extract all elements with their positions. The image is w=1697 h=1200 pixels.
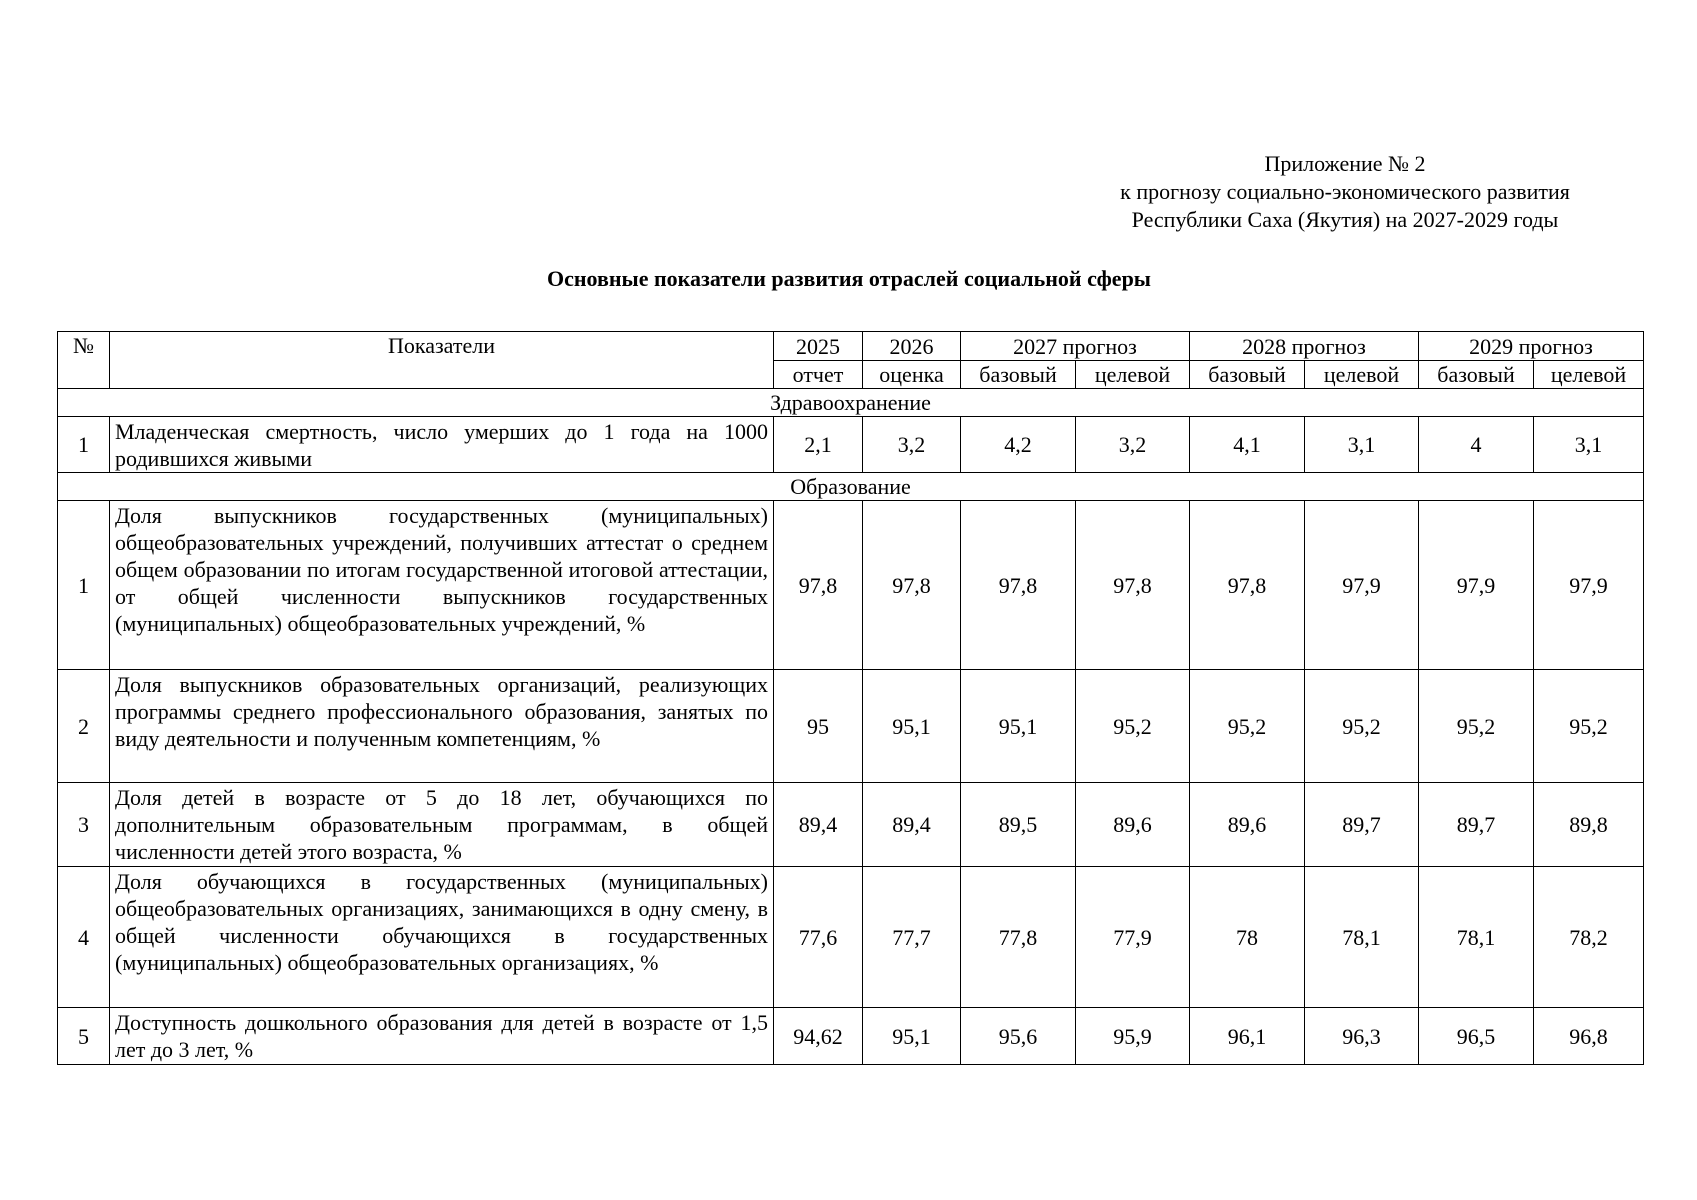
indicator-text: Доля обучающихся в государственных (муниципальных) общеобразовательных организациях, занимающихся в одну смену, в общей численности обучающихся в государственных (муниципальных) общеобразовательных организациях, %	[110, 867, 774, 1008]
value-cell: 89,6	[1076, 783, 1190, 867]
value-cell: 95,9	[1076, 1008, 1190, 1065]
value-cell: 95,1	[961, 670, 1076, 783]
value-cell: 78	[1190, 867, 1305, 1008]
value-cell: 3,1	[1534, 417, 1644, 473]
value-cell: 95,2	[1534, 670, 1644, 783]
value-cell: 96,8	[1534, 1008, 1644, 1065]
header-year-2026: 2026	[863, 332, 961, 361]
row-number: 5	[58, 1008, 110, 1065]
table-row	[58, 1008, 1644, 1065]
row-number: 2	[58, 670, 110, 783]
header-year-2027: 2027 прогноз	[961, 332, 1190, 361]
row-number: 3	[58, 783, 110, 867]
value-cell: 97,9	[1419, 501, 1534, 670]
header-2026-estimate: оценка	[863, 361, 961, 389]
header-year-2028: 2028 прогноз	[1190, 332, 1419, 361]
section-title: Образование	[58, 473, 1644, 501]
value-cell: 89,8	[1534, 783, 1644, 867]
header-2029-base: базовый	[1419, 361, 1534, 389]
value-cell: 95,6	[961, 1008, 1076, 1065]
value-cell: 3,2	[1076, 417, 1190, 473]
value-cell: 3,1	[1305, 417, 1419, 473]
value-cell: 95,2	[1190, 670, 1305, 783]
value-cell: 77,8	[961, 867, 1076, 1008]
value-cell: 78,2	[1534, 867, 1644, 1008]
value-cell: 97,8	[1076, 501, 1190, 670]
value-cell: 95,2	[1419, 670, 1534, 783]
value-cell: 97,9	[1305, 501, 1419, 670]
value-cell: 97,8	[863, 501, 961, 670]
header-year-2029: 2029 прогноз	[1419, 332, 1644, 361]
header-2028-base: базовый	[1190, 361, 1305, 389]
document-title: Основные показатели развития отраслей социальной сферы	[547, 266, 1151, 291]
value-cell: 4,2	[961, 417, 1076, 473]
value-cell: 95,1	[863, 1008, 961, 1065]
value-cell: 4	[1419, 417, 1534, 473]
indicator-text: Доля выпускников образовательных организаций, реализующих программы среднего профессионального образования, занятых по виду деятельности и полученным компетенциям, %	[110, 670, 774, 783]
table-row	[58, 417, 1644, 473]
header-2029-target: целевой	[1534, 361, 1644, 389]
value-cell: 97,9	[1534, 501, 1644, 670]
table-row	[58, 867, 1644, 1008]
header-2027-target: целевой	[1076, 361, 1190, 389]
value-cell: 89,4	[774, 783, 863, 867]
indicators-table	[57, 331, 1644, 1065]
header-row-1	[58, 332, 1644, 361]
row-number: 1	[58, 417, 110, 473]
appendix-block	[1000, 150, 1690, 234]
value-cell: 94,62	[774, 1008, 863, 1065]
value-cell: 89,6	[1190, 783, 1305, 867]
value-cell: 95,1	[863, 670, 961, 783]
value-cell: 95,2	[1076, 670, 1190, 783]
value-cell: 78,1	[1305, 867, 1419, 1008]
value-cell: 89,4	[863, 783, 961, 867]
indicator-text: Доля детей в возрасте от 5 до 18 лет, обучающихся по дополнительным образовательным программам, в общей численности детей этого возраста, %	[110, 783, 774, 867]
row-number: 1	[58, 501, 110, 670]
value-cell: 97,8	[961, 501, 1076, 670]
value-cell: 95	[774, 670, 863, 783]
indicator-text: Младенческая смертность, число умерших до 1 года на 1000 родившихся живыми	[110, 417, 774, 473]
section-row	[58, 473, 1644, 501]
value-cell: 95,2	[1305, 670, 1419, 783]
table-row	[58, 501, 1644, 670]
header-indicator: Показатели	[110, 332, 774, 389]
section-title: Здравоохранение	[58, 389, 1644, 417]
indicator-text: Доля выпускников государственных (муниципальных) общеобразовательных учреждений, получивших аттестат о среднем общем образовании по итогам государственной итоговой аттестации, от общей численности выпускников государственных (муниципальных) общеобразовательных учреждений, %	[110, 501, 774, 670]
value-cell: 78,1	[1419, 867, 1534, 1008]
value-cell: 96,3	[1305, 1008, 1419, 1065]
value-cell: 77,7	[863, 867, 961, 1008]
row-number: 4	[58, 867, 110, 1008]
value-cell: 77,6	[774, 867, 863, 1008]
header-2027-base: базовый	[961, 361, 1076, 389]
value-cell: 89,7	[1305, 783, 1419, 867]
header-2028-target: целевой	[1305, 361, 1419, 389]
header-num: №	[58, 332, 110, 389]
value-cell: 96,5	[1419, 1008, 1534, 1065]
value-cell: 97,8	[1190, 501, 1305, 670]
appendix-line-2: к прогнозу социально-экономического развития	[1120, 179, 1570, 204]
appendix-line-1: Приложение № 2	[1264, 151, 1426, 176]
value-cell: 3,2	[863, 417, 961, 473]
value-cell: 89,7	[1419, 783, 1534, 867]
header-2025-report: отчет	[774, 361, 863, 389]
section-row	[58, 389, 1644, 417]
value-cell: 77,9	[1076, 867, 1190, 1008]
table-row	[58, 670, 1644, 783]
value-cell: 2,1	[774, 417, 863, 473]
value-cell: 89,5	[961, 783, 1076, 867]
header-year-2025: 2025	[774, 332, 863, 361]
table-row	[58, 783, 1644, 867]
value-cell: 4,1	[1190, 417, 1305, 473]
value-cell: 97,8	[774, 501, 863, 670]
value-cell: 96,1	[1190, 1008, 1305, 1065]
appendix-line-3: Республики Саха (Якутия) на 2027-2029 годы	[1131, 207, 1559, 232]
indicator-text: Доступность дошкольного образования для детей в возрасте от 1,5 лет до 3 лет, %	[110, 1008, 774, 1065]
